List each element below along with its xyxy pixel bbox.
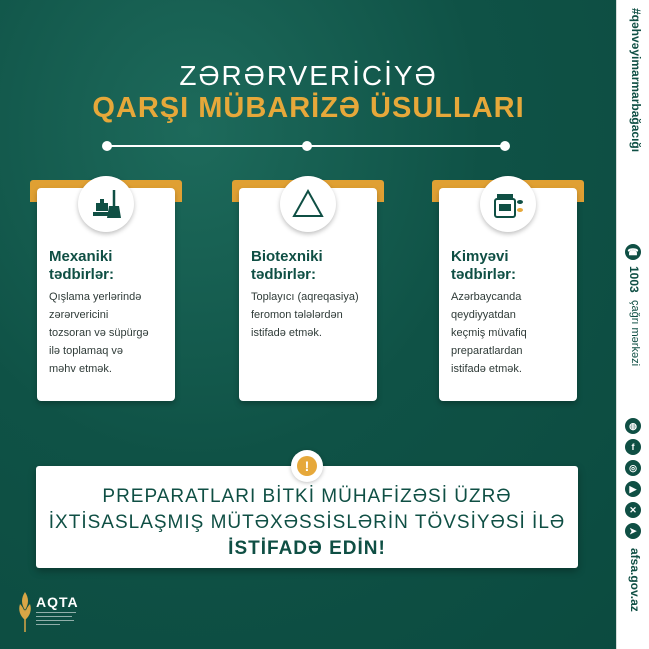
card-title-line: Biotexniki: [251, 248, 323, 265]
card-text-line: zərərvericini: [49, 309, 109, 321]
triangle-trap-icon: [280, 176, 336, 232]
timeline: [102, 139, 510, 153]
card-body: [239, 188, 377, 401]
phone-icon: ☎: [625, 244, 641, 260]
telegram-icon[interactable]: ➤: [625, 523, 641, 539]
card-title-line: tədbirlər:: [251, 266, 317, 283]
card-text-line: preparatlardan: [451, 345, 523, 357]
wheat-icon: [16, 590, 34, 634]
card-title: [451, 248, 569, 284]
card-text-line: istifadə etmək.: [251, 327, 322, 339]
card-text-line: feromon tələlərdən: [251, 309, 343, 321]
sidebar: [616, 0, 649, 649]
card-text-line: qeydiyyatdan: [451, 309, 516, 321]
card-text: [451, 288, 567, 378]
notice-box: [36, 458, 578, 568]
title-line-2: QARŞI MÜBARİZƏ ÜSULLARI: [92, 92, 525, 124]
card-biotechnical: [232, 180, 384, 401]
card-title-line: tədbirlər:: [49, 266, 115, 283]
website-link[interactable]: afsa.gov.az: [628, 548, 642, 612]
hotline-number: 1003: [627, 266, 641, 293]
hotline-label: çağrı mərkəzi: [629, 300, 641, 367]
notice-line-1: PREPARATLARI BİTKİ MÜHAFİZƏSİ ÜZRƏ: [102, 486, 512, 507]
pesticide-jar-icon: [480, 176, 536, 232]
card-text-line: Azərbaycanda: [451, 291, 522, 303]
timeline-dot: [102, 141, 112, 151]
card-mechanical: [30, 180, 182, 401]
logo-text: AQTA: [36, 594, 79, 610]
hashtag: #qəhvəyimarmarbağacığı: [629, 8, 643, 153]
card-text-line: istifadə etmək.: [451, 363, 522, 375]
card-title-line: Kimyəvi: [451, 248, 509, 265]
warning-icon: [291, 450, 323, 482]
card-text-line: ilə toplamaq və: [49, 345, 123, 357]
broom-dustpan-icon: [78, 176, 134, 232]
card-text-line: keçmiş müvafiq: [451, 327, 527, 339]
card-text-line: məhv etmək.: [49, 363, 112, 375]
title-line-1: ZƏRƏRVERİCİYƏ: [179, 60, 438, 91]
notice-line-2: İXTİSASLAŞMIŞ MÜTƏXƏSSİSLƏRİN TÖVSİYƏSİ İLƏ: [48, 512, 566, 533]
youtube-icon[interactable]: ▶: [625, 481, 641, 497]
card-text-line: Qışlama yerlərində: [49, 291, 142, 303]
card-text-line: tozsoran və süpürgə: [49, 327, 149, 339]
card-body: [439, 188, 577, 401]
x-icon[interactable]: ✕: [625, 502, 641, 518]
card-text: [251, 288, 367, 342]
card-text-line: Toplayıcı (aqreqasiya): [251, 291, 359, 303]
notice-line-3: İSTİFADƏ EDİN!: [228, 538, 386, 559]
warning-glyph: !: [297, 456, 317, 476]
card-body: [37, 188, 175, 401]
logo-subtitle-lines: [36, 612, 76, 628]
card-chemical: [432, 180, 584, 401]
card-title: [49, 248, 167, 284]
card-title-line: tədbirlər:: [451, 266, 517, 283]
timeline-dot: [500, 141, 510, 151]
card-title-line: Mexaniki: [49, 248, 113, 265]
timeline-dot: [302, 141, 312, 151]
globe-icon[interactable]: ◍: [625, 418, 641, 434]
facebook-icon[interactable]: f: [625, 439, 641, 455]
instagram-icon[interactable]: ◎: [625, 460, 641, 476]
card-text: [49, 288, 165, 378]
aqta-logo: [16, 590, 106, 634]
card-title: [251, 248, 369, 284]
